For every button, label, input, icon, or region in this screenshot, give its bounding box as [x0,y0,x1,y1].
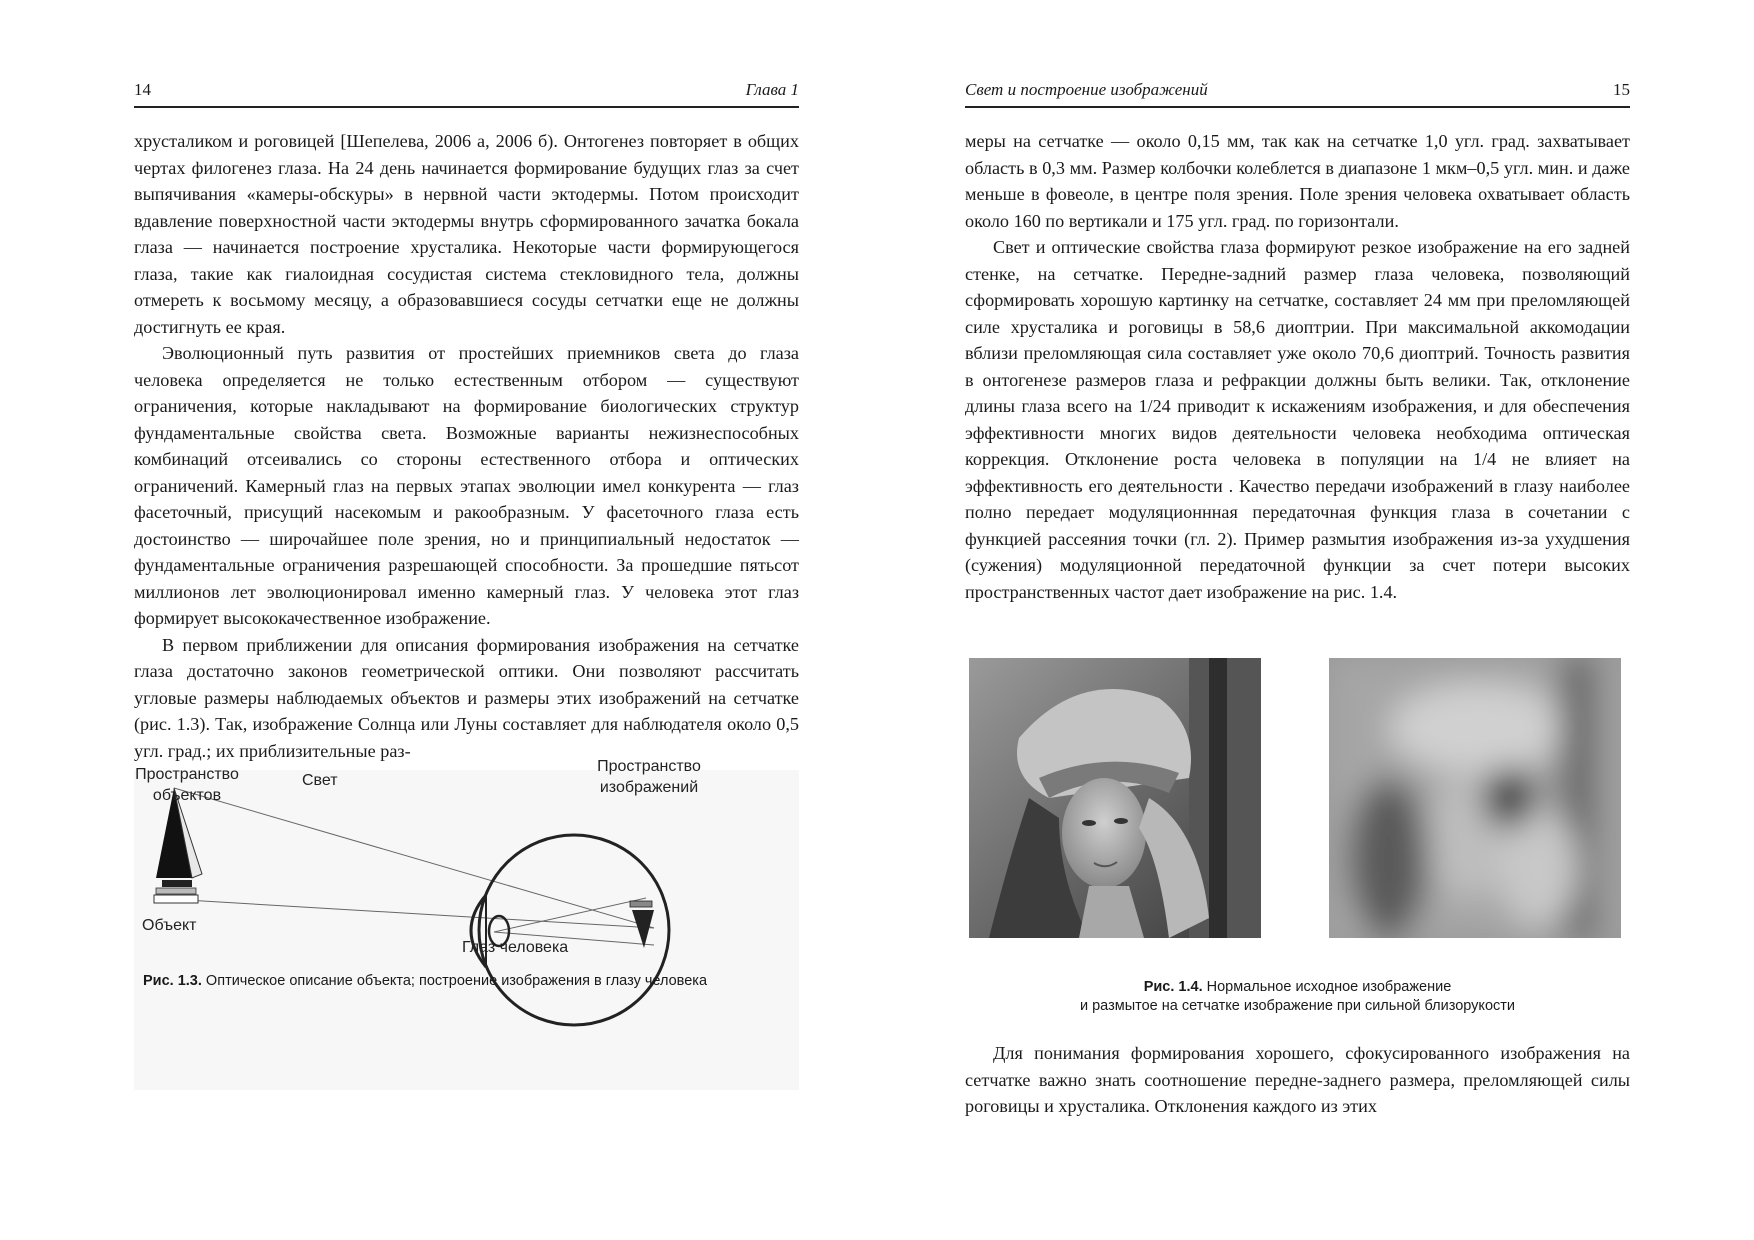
paragraph: В первом приближении для описания формирования изображения на сетчатке глаза достаточно законов геометрической оптики. Они позволяют рассчитать угловые размеры наблюдаемых объектов и размеры этих изображений на сетчатке (рис. 1.3). Так, изображение Солнца или Луны составляет для наблюдателя около 0,5 угл. град.; их приблизительные раз- [134,634,799,761]
light-ray [186,900,654,928]
right-body-text-bottom [965,1040,1630,1120]
label-object-space: Пространство объектов [135,766,239,804]
eye-optics-diagram [134,770,799,1090]
right-page-header [965,78,1630,108]
page-number: 15 [1613,80,1630,99]
caption-text: Нормальное исходное изображение [1202,979,1452,995]
figure-caption-1-4 [965,978,1630,1016]
left-body-text [134,128,799,764]
label-eye: Глаз человека [462,939,569,956]
right-body-text-top [965,128,1630,605]
running-head: Свет и построение изображений [965,80,1208,99]
paragraph: меры на сетчатке — около 0,15 мм, так как на сетчатке 1,0 угл. град. захватывает область в 0,3 мм. Размер колбочки колеблется в диапазоне 1 мкм–0,5 угл. мин. и даже меньше в фовеоле, в центре поля зрения. Поле зрения человека охватывает область около 160 по вертикали и 175 угл. град. по горизонтали. [965,131,1630,231]
label-object: Объект [142,917,197,934]
figure-caption-1-3 [143,972,803,991]
photo-blurred [1329,658,1621,938]
caption-number: Рис. 1.3. [143,973,202,989]
right-page [877,0,1754,1240]
paragraph: хрусталиком и роговицей [Шепелева, 2006 а, 2006 б). Онтогенез повторяет в общих чертах филогенез глаза. На 24 день начинается формирование будущих глаз за счет выпячивания «камеры-обскуры» в нервной части эктодермы. Потом происходит вдавление поверхностной части эктодермы внутрь сформированного зачатка бокала глаза — начинается построение хрусталика. Некоторые части формирующегося глаза, такие как гиалоидная сосудистая система стекловидного тела, должны отмереть к восьмому месяцу, а образовавшиеся сосуды сетчатки еще не должны достигнуть ее края. [134,131,799,337]
running-head: Глава 1 [745,80,799,99]
light-ray [174,788,654,928]
paragraph: Для понимания формирования хорошего, сфокусированного изображения на сетчатке важно знать соотношение передне-заднего размера, преломляющей силы роговицы и хрусталика. Отклонения каждого из этих [965,1043,1630,1116]
page-number: 14 [134,80,151,99]
paragraph: Эволюционный путь развития от простейших приемников света до глаза человека определяется не только естественным отбором — существуют ограничения, которые накладывают на формирование биологических структур фундаментальные свойства света. Возможные варианты нежизнеспособных комбинаций отсеивались со стороны естественного отбора и оптических ограничений. Камерный глаз на первых этапах эволюции имел конкурента — глаз фасеточный, присущий насекомым и ракообразным. У фасеточного глаза есть достоинство — широчайшее поле зрения, но и принципиальный недостаток — фундаментальные ограничения разрешающей способности. За прошедшие пятьсот миллионов лет эволюционировал именно камерный глаз. У человека этот глаз формирует высококачественное изображение. [134,343,799,628]
label-image-space: Пространство изображений [597,758,701,796]
caption-text: Оптическое описание объекта; построение изображения в глазу человека [201,973,708,989]
caption-text: и размытое на сетчатке изображение при сильной близорукости [1079,998,1515,1014]
photo-original [969,658,1261,938]
paragraph: Свет и оптические свойства глаза формируют резкое изображение на его задней стенке, на сетчатке. Передне-задний размер глаза человека, позволяющий сформировать хорошую картинку на сетчатке, составляет 24 мм при преломляющей силе хрусталика и роговицы в 58,6 диоптрии. При максимальной аккомодации вблизи преломляющая сила составляет уже около 70,6 диоптрий. Точность развития в онтогенезе размеров глаза и рефракции должны быть велики. Так, отклонение длины глаза всего на 1/24 приводит к искажениям изображения, и для обеспечения эффективности многих видов деятельности человека необходима оптическая коррекция. Отклонение роста человека в популяции на 1/4 не влияет на эффективность его деятельности . Качество передачи изображений в глазу наиболее полно передает модуляционнная передаточная функция глаза в сочетании с функцией рассеяния точки (гл. 2). Пример размытия изображения из-за ухудшения (сужения) модуляционной передаточной функции за счет потери высоких пространственных частот дает изображение на рис. 1.4. [965,237,1630,602]
figure-eye-optics [134,758,799,1090]
left-page-header [134,78,799,108]
label-light: Свет [302,772,338,789]
caption-number: Рис. 1.4. [1143,979,1203,995]
